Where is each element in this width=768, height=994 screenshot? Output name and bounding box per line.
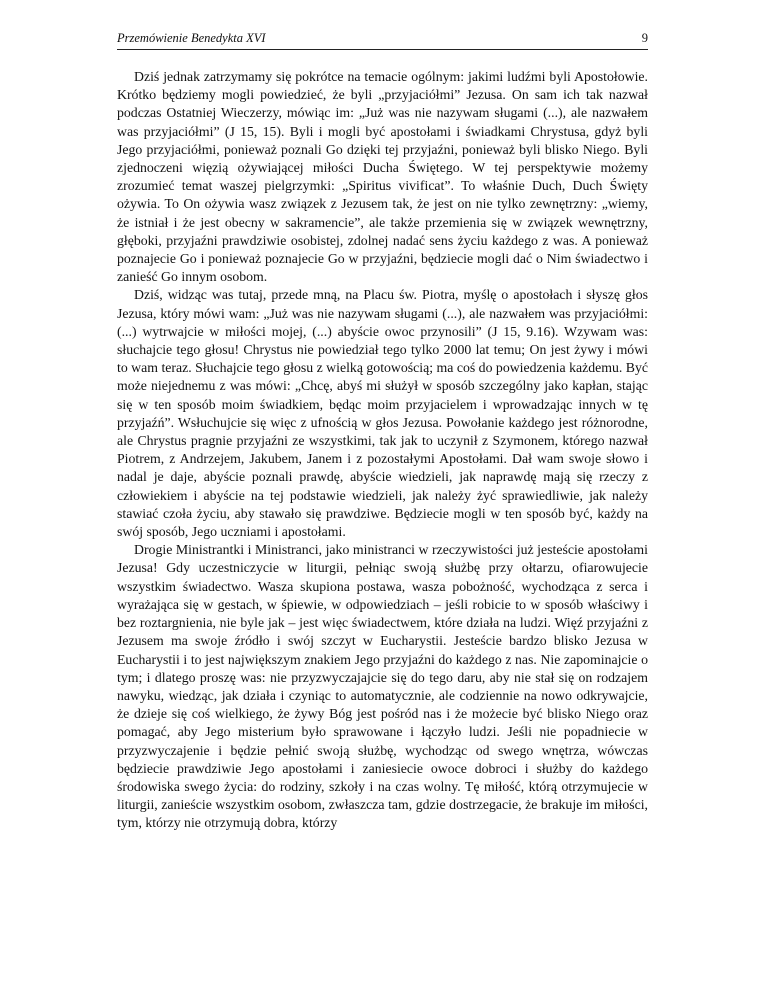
- running-header: [117, 30, 648, 50]
- paragraph: Dziś, widząc was tutaj, przede mną, na Placu św. Piotra, myślę o apostołach i słyszę głos Jezusa, który mówi wam: „Już was nie nazywam sługami (...), ale nazwałem was przyjaciółmi: (...) wytrwajcie w miłości mojej, (...) abyście owoc przynosili” (J 15, 9.16). Wzywam was: słuchajcie tego głosu! Chrystus nie powiedział tego tylko 2000 lat temu; On jest żywy i mówi to wam teraz. Słuchajcie tego głosu z wielką gotowością; ma coś do powiedzenia każdemu. Być może niejednemu z was mówi: „Chcę, abyś mi służył w sposób szczególny jako kapłan, stając się w ten sposób moim świadkiem, będąc moim przyjacielem i wprowadzając innych w tę przyjaźń”. Wsłuchujcie się więc z ufnością w głos Jezusa. Powołanie każdego jest różnorodne, ale Chrystus pragnie przyjaźni ze wszystkimi, tak jak to uczynił z Szymonem, którego nazwał Piotrem, z Andrzejem, Jakubem, Janem i z pozostałymi Apostołami. Dał wam swoje słowo i nadal je daje, abyście poznali prawdę, abyście wiedzieli, jak naprawdę mają się rzeczy z człowiekiem i abyście na tej podstawie wiedzieli, jak należy żyć sprawiedliwie, jak należy stawiać czoła życiu, aby stawało się prawdziwe. Będziecie mogli w ten sposób być, każdy na swój sposób, Jego uczniami i apostołami.: [117, 287, 649, 540]
- paragraph: Dziś jednak zatrzymamy się pokrótce na temacie ogólnym: jakimi ludźmi byli Apostołowie. Krótko będziemy mogli powiedzieć, że byli „przyjaciółmi” Jezusa. On sam ich tak nazwał podczas Ostatniej Wieczerzy, mówiąc im: „Już was nie nazywam sługami (...), ale nazwałem was przyjaciółmi” (J 15, 15). Byli i mogli być apostołami i świadkami Chrystusa, gdyż byli Jego przyjaciółmi, ponieważ poznali Go dzięki tej przyjaźni, ponieważ byli blisko Niego. Byli zjednoczeni więzią ożywiającej miłości Ducha Świętego. W tej perspektywie możemy zrozumieć temat waszej pielgrzymki: „Spiritus vivificat”. To właśnie Duch, Duch Święty ożywia. To On ożywia wasz związek z Jezusem tak, że jest on nie tylko zewnętrzny: „wiemy, że istniał i że jest obecny w sakramencie”, ale także przemienia się w związek wewnętrzny, głęboki, przyjaźni prawdziwie osobistej, zdolnej nadać sens życiu każdego z was. A ponieważ poznajecie Go i ponieważ poznajecie Go w przyjaźni, będziecie mogli dać o Nim świadectwo i zanieść Go innym osobom.: [117, 69, 648, 285]
- header-title: Przemówienie Benedykta XVI: [117, 31, 266, 45]
- page-number: 9: [641, 31, 648, 45]
- paragraph: Drogie Ministrantki i Ministranci, jako ministranci w rzeczywistości już jesteście apostołami Jezusa! Gdy uczestniczycie w liturgii, pełniąc swoją służbę przy ołtarzu, ofiarowujecie wszystkim świadectwo. Wasza skupiona postawa, wasza pobożność, wychodząca z serca i wyrażająca się w gestach, w śpiewie, w odpowiedziach – jeśli robicie to w sposób właściwy i bez roztargnienia, nie byle jak – jest więc świadectwem, które działa na ludzi. Więź przyjaźni z Jezusem ma swoje źródło i swój szczyt w Eucharystii. Jesteście bardzo blisko Jezusa w Eucharystii i to jest największym znakiem Jego przyjaźni do każdego z nas. Nie zapominajcie o tym; i dlatego proszę was: nie przyzwyczajajcie się do tego daru, aby nie stał się on rodzajem nawyku, wiedząc, jak działa i czyniąc to automatycznie, ale codziennie na nowo odkrywajcie, że dzieje się coś wielkiego, że żywy Bóg jest pośród nas i że możecie być blisko Niego oraz pomagać, aby Jego misterium było sprawowane i łączyło ludzi. Jeśli nie popadniecie w przyzwyczajenie i będzie pełnić swoją służbę, wychodząc od swego wnętrza, wówczas będziecie prawdziwie Jego apostołami i zaniesiecie owoce dobroci i służby do każdego środowiska swego życia: do rodziny, szkoły i na czas wolny. Tę miłość, którą otrzymujecie w liturgii, zanieście wszystkim osobom, zwłaszcza tam, gdzie dostrzegacie, że brakuje im miłości, tym, którzy nie otrzymują dobra, którzy: [117, 542, 648, 831]
- body-text: [117, 68, 648, 833]
- page: [117, 30, 648, 833]
